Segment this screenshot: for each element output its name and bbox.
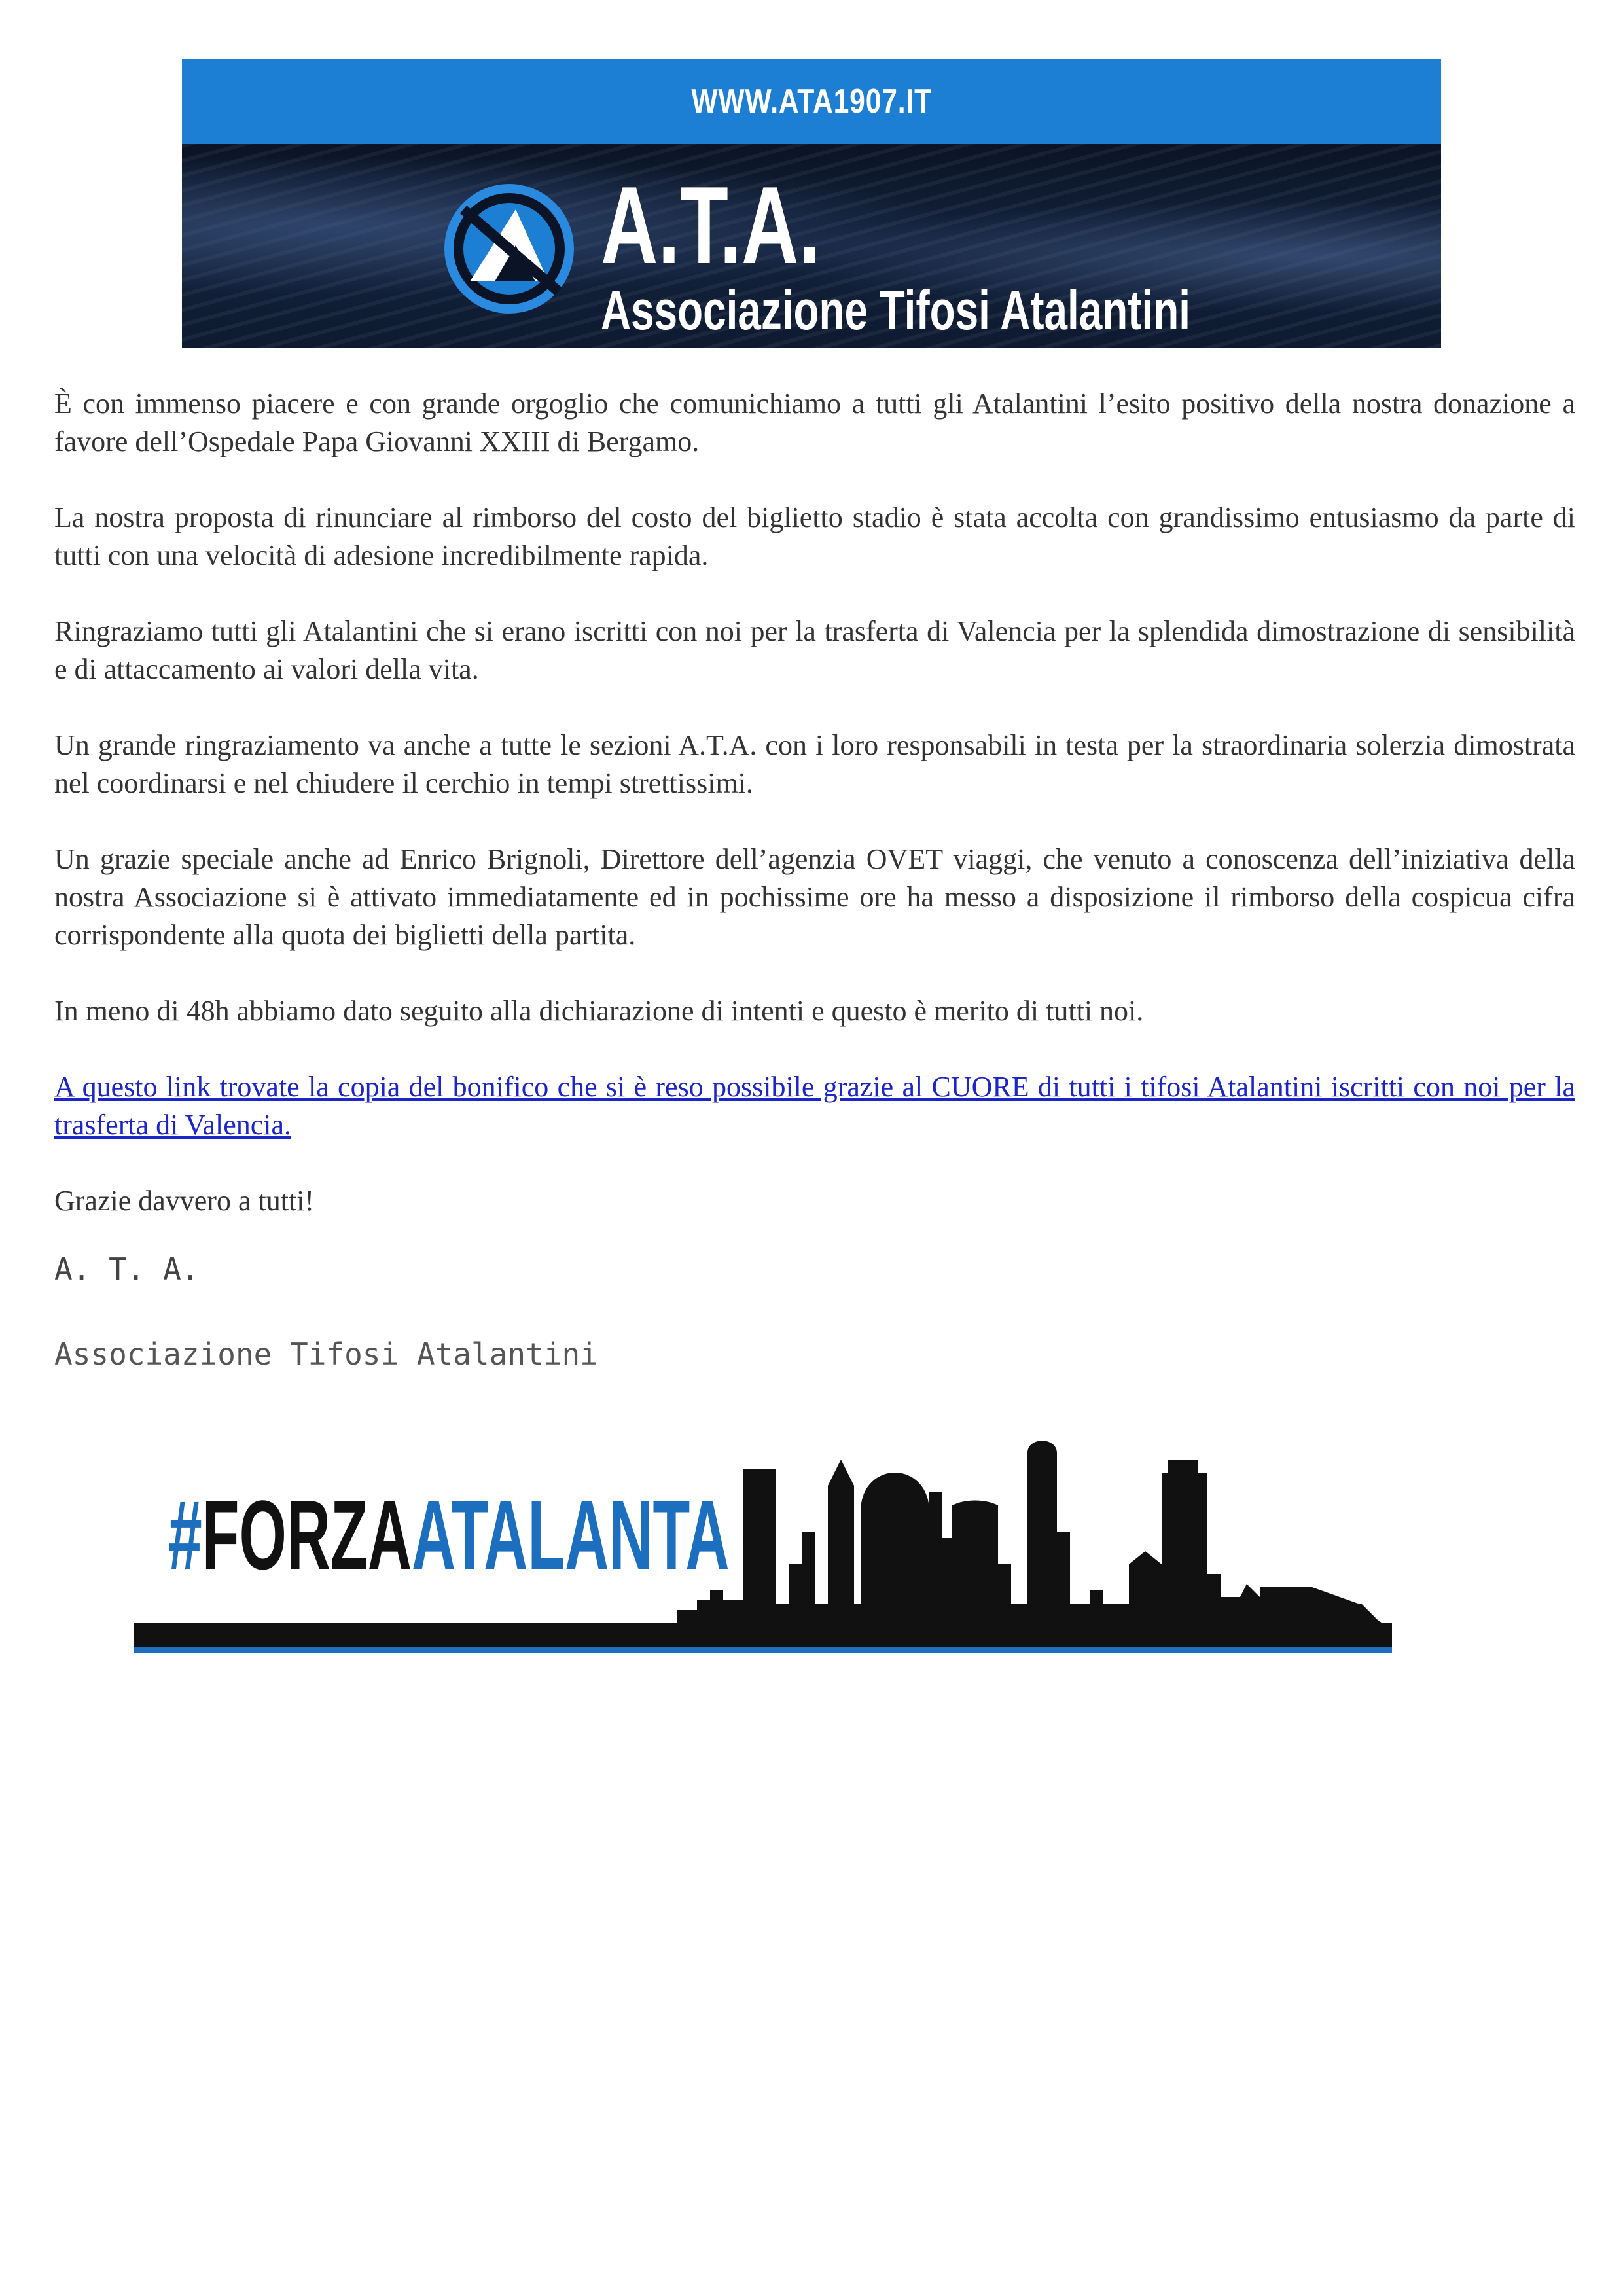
paragraph-6: In meno di 48h abbiamo dato seguito alla dichiarazione di intenti e questo è merito di tutti noi. <box>54 995 1144 1027</box>
forza-atalanta-hashtag <box>168 1480 730 1590</box>
hashtag-symbol: # <box>168 1480 202 1590</box>
header-banner <box>182 59 1441 348</box>
hashtag-forza: FORZA <box>202 1480 412 1590</box>
letter-body <box>54 385 1575 1258</box>
banner-title: A.T.A. <box>601 164 821 287</box>
closing-line: Grazie davvero a tutti! <box>54 1185 315 1217</box>
banner-url: WWW.ATA1907.IT <box>691 82 932 120</box>
ata-crest-icon <box>444 183 575 314</box>
paragraph-4: Un grande ringraziamento va anche a tutte le sezioni A.T.A. con i loro responsabili in testa per la straordinaria solerzia dimostrata nel coordinarsi e nel chiudere il cerchio in tempi strettissimi. <box>54 729 1575 799</box>
bonifico-link[interactable]: A questo link trovate la copia del bonifico che si è reso possibile grazie al CUORE di tutti i tifosi Atalantini iscritti con noi per la trasferta di Valencia. <box>54 1071 1575 1141</box>
banner-subtitle: Associazione Tifosi Atalantini <box>601 279 1191 341</box>
hashtag-atalanta: ATALANTA <box>412 1480 730 1590</box>
footer-banner <box>134 1433 1392 1653</box>
banner-url-bar <box>182 59 1441 144</box>
banner-main <box>182 144 1441 348</box>
paragraph-3: Ringraziamo tutti gli Atalantini che si erano iscritti con noi per la trasferta di Valencia per la splendida dimostrazione di sensibilità e di attaccamento ai valori della vita. <box>54 615 1575 685</box>
signature-name: Associazione Tifosi Atalantini <box>54 1336 598 1372</box>
paragraph-2: La nostra proposta di rinunciare al rimborso del costo del biglietto stadio è stata accolta con grandissimo entusiasmo da parte di tutti con una velocità di adesione incredibilmente rapida. <box>54 501 1575 571</box>
paragraph-1: È con immenso piacere e con grande orgoglio che comunichiamo a tutti gli Atalantini l’esito positivo della nostra donazione a favore dell’Ospedale Papa Giovanni XXIII di Bergamo. <box>54 387 1575 457</box>
signature-abbr: A. T. A. <box>54 1251 200 1287</box>
paragraph-5: Un grazie speciale anche ad Enrico Brignoli, Direttore dell’agenzia OVET viaggi, che venuto a conoscenza dell’iniziativa della nostra Associazione si è attivato immediatamente ed in pochissime ore ha messo a disposizione il rimborso della cospicua cifra corrispondente alla quota dei biglietti della partita. <box>54 843 1575 951</box>
